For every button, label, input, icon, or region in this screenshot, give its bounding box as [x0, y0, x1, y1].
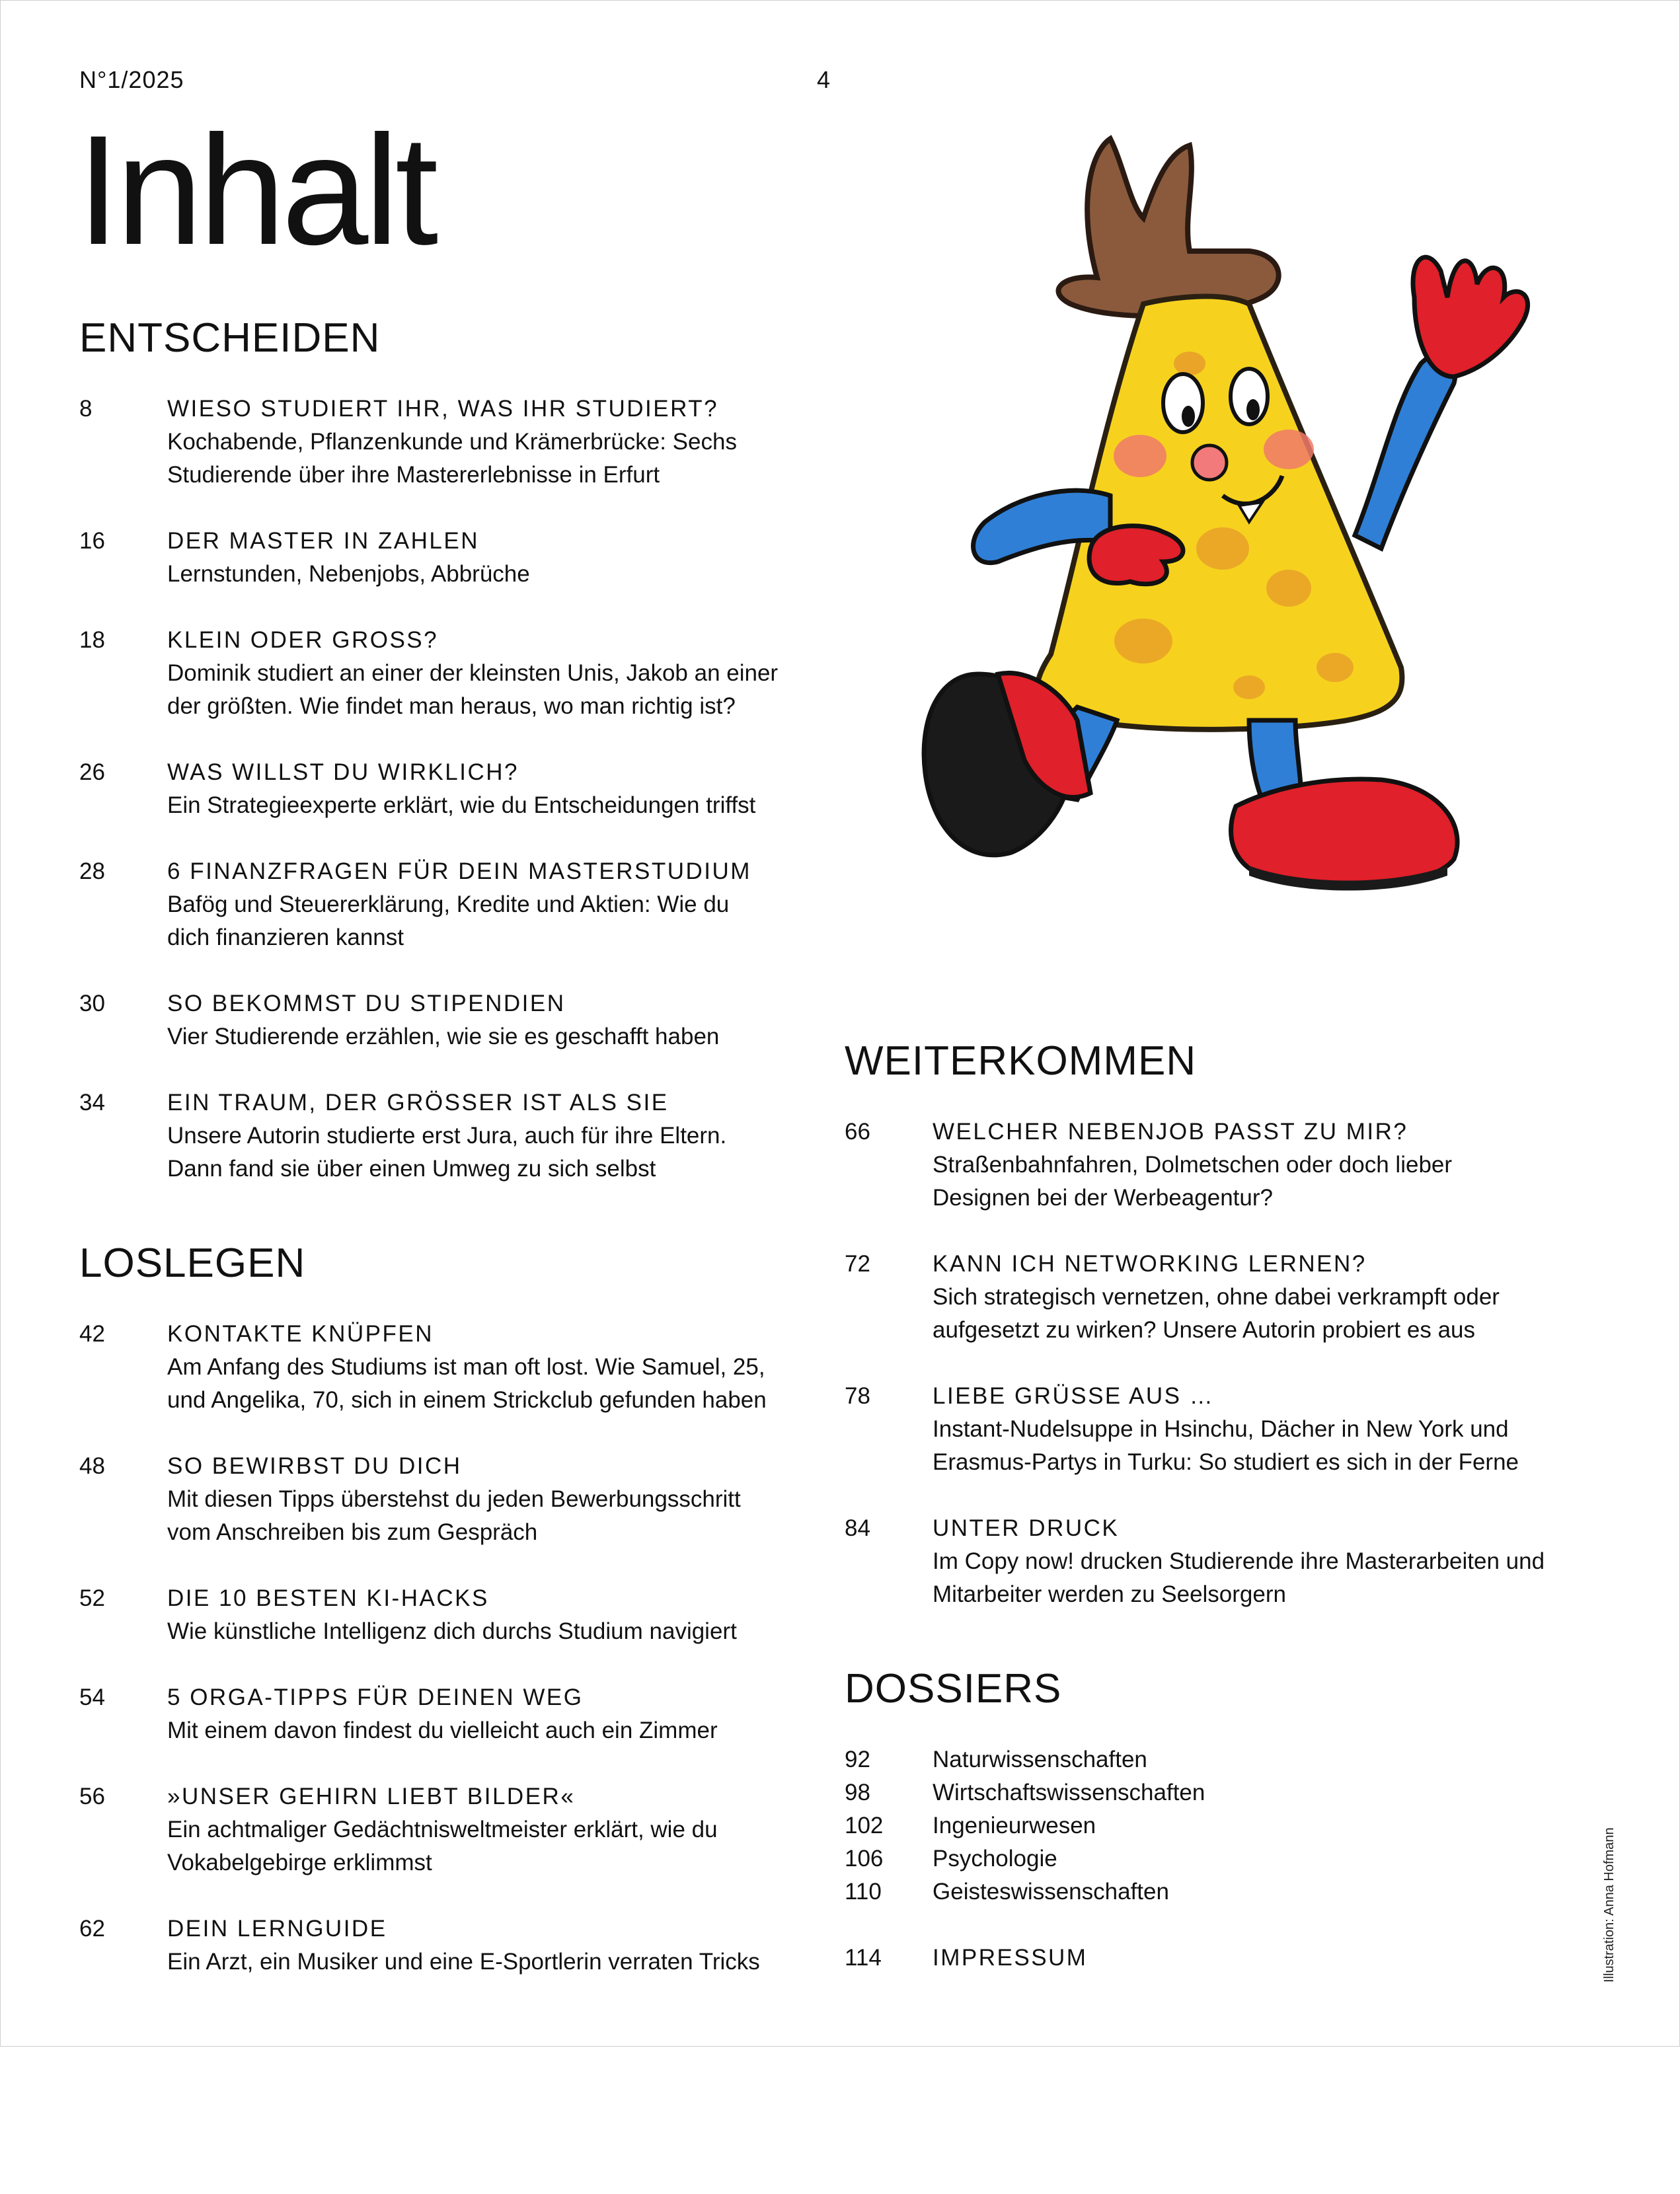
- impressum-label: IMPRESSUM: [933, 1945, 1088, 1971]
- dossier-item[interactable]: [845, 1842, 1618, 1875]
- entry-page: 72: [845, 1251, 870, 1277]
- entry-page: 62: [79, 1916, 105, 1942]
- cheese-mascot-icon: [879, 126, 1586, 952]
- entry-title: KANN ICH NETWORKING LERNEN?: [933, 1251, 1367, 1277]
- dossier-label: Naturwissenschaften: [933, 1747, 1147, 1773]
- dossier-item[interactable]: [845, 1776, 1618, 1809]
- entry-page: 56: [79, 1784, 105, 1810]
- entry-page: 28: [79, 858, 105, 885]
- entry-desc: Ein achtmaliger Gedächtnisweltmeister erklärt, wie du Vokabelgebirge erklimmst: [167, 1817, 718, 1876]
- entry-page: 18: [79, 627, 105, 654]
- dossier-label: Psychologie: [933, 1846, 1057, 1872]
- dossier-label: Ingenieurwesen: [933, 1813, 1096, 1839]
- toc-entry[interactable]: [79, 1582, 839, 1648]
- entry-page: 66: [845, 1119, 870, 1145]
- section-heading: LOSLEGEN: [79, 1240, 306, 1286]
- entry-page: 48: [79, 1453, 105, 1480]
- entry-page: 78: [845, 1383, 870, 1410]
- entry-desc: Vier Studierende erzählen, wie sie es geschafft haben: [167, 1024, 720, 1050]
- toc-entry[interactable]: [79, 1318, 839, 1417]
- entry-title: 6 FINANZFRAGEN FÜR DEIN MASTERSTUDIUM: [167, 858, 751, 885]
- toc-entry[interactable]: [845, 1380, 1618, 1479]
- entry-page: 92: [845, 1747, 870, 1773]
- impressum-entry[interactable]: [845, 1942, 1618, 1975]
- entry-title: 5 ORGA-TIPPS FÜR DEINEN WEG: [167, 1684, 584, 1711]
- entry-desc: Instant-Nudelsuppe in Hsinchu, Dächer in New York und Erasmus-Partys in Turku: So studiert es sich in der Ferne: [933, 1416, 1519, 1476]
- entry-title: UNTER DRUCK: [933, 1515, 1120, 1542]
- section-heading: ENTSCHEIDEN: [79, 315, 381, 361]
- entry-page: 8: [79, 396, 93, 422]
- toc-entry[interactable]: [79, 756, 839, 822]
- entry-desc: Mit einem davon findest du vielleicht auch ein Zimmer: [167, 1718, 718, 1744]
- toc-entry[interactable]: [79, 1450, 839, 1549]
- dossier-item[interactable]: [845, 1809, 1618, 1842]
- entry-title: EIN TRAUM, DER GRÖSSER IST ALS SIE: [167, 1090, 669, 1116]
- toc-entry[interactable]: [79, 525, 839, 591]
- section-loslegen: [79, 1241, 839, 2012]
- dossier-list: [845, 1743, 1618, 1909]
- entry-title: WAS WILLST DU WIRKLICH?: [167, 759, 519, 786]
- section-heading: DOSSIERS: [845, 1666, 1062, 1712]
- entry-desc: Ein Strategieexperte erklärt, wie du Entscheidungen triffst: [167, 792, 756, 819]
- entry-desc: Wie künstliche Intelligenz dich durchs Studium navigiert: [167, 1618, 737, 1645]
- illustration-credit: [1602, 1827, 1622, 2194]
- entry-page: 52: [79, 1585, 105, 1612]
- issue-number: N°1/2025: [79, 66, 184, 93]
- entry-desc: Sich strategisch vernetzen, ohne dabei verkrampft oder aufgesetzt zu wirken? Unsere Autorin probiert es aus: [933, 1284, 1500, 1343]
- entry-title: KONTAKTE KNÜPFEN: [167, 1321, 434, 1347]
- entry-title: SO BEWIRBST DU DICH: [167, 1453, 462, 1480]
- dossier-label: Wirtschaftswissenschaften: [933, 1780, 1205, 1806]
- entry-page: 106: [845, 1846, 884, 1872]
- entry-desc: Unsere Autorin studierte erst Jura, auch für ihre Eltern. Dann fand sie über einen Umweg zu sich selbst: [167, 1123, 727, 1182]
- entry-page: 30: [79, 991, 105, 1017]
- entry-desc: Lernstunden, Nebenjobs, Abbrüche: [167, 561, 530, 587]
- entry-page: 84: [845, 1515, 870, 1542]
- illustration-credit-text: Illustration: Anna Hofmann: [1602, 1827, 1617, 1983]
- entry-title: SO BEKOMMST DU STIPENDIEN: [167, 991, 566, 1017]
- entry-page: 114: [845, 1945, 882, 1971]
- toc-entry[interactable]: [79, 1681, 839, 1747]
- dossier-item[interactable]: [845, 1875, 1618, 1909]
- toc-entry[interactable]: [845, 1512, 1618, 1611]
- entry-desc: Am Anfang des Studiums ist man oft lost. Wie Samuel, 25, und Angelika, 70, sich in einem Strickclub gefunden haben: [167, 1354, 767, 1414]
- entry-desc: Dominik studiert an einer der kleinsten Unis, Jakob an einer der größten. Wie findet man heraus, wo man richtig ist?: [167, 660, 779, 720]
- section-heading: WEITERKOMMEN: [845, 1038, 1197, 1084]
- entry-page: 26: [79, 759, 105, 786]
- entry-title: »UNSER GEHIRN LIEBT BILDER«: [167, 1784, 576, 1810]
- entry-desc: Im Copy now! drucken Studierende ihre Masterarbeiten und Mitarbeiter werden zu Seelsorgern: [933, 1548, 1545, 1608]
- entry-title: DIE 10 BESTEN KI-HACKS: [167, 1585, 489, 1612]
- toc-entry[interactable]: [79, 393, 839, 492]
- section-weiterkommen: [845, 1039, 1618, 1644]
- entry-page: 110: [845, 1879, 882, 1905]
- page-title: Inhalt: [77, 103, 435, 278]
- toc-entry[interactable]: [845, 1116, 1618, 1215]
- entry-desc: Bafög und Steuererklärung, Kredite und Aktien: Wie du dich finanzieren kannst: [167, 891, 730, 951]
- entry-page: 34: [79, 1090, 105, 1116]
- entry-title: LIEBE GRÜSSE AUS …: [933, 1383, 1215, 1410]
- entry-page: 16: [79, 528, 105, 554]
- dossier-item[interactable]: [845, 1743, 1618, 1776]
- section-entscheiden: [79, 316, 839, 1219]
- entry-desc: Straßenbahnfahren, Dolmetschen oder doch lieber Designen bei der Werbeagentur?: [933, 1152, 1453, 1211]
- entry-page: 102: [845, 1813, 884, 1839]
- entry-title: WELCHER NEBENJOB PASST ZU MIR?: [933, 1119, 1408, 1145]
- toc-entry[interactable]: [845, 1248, 1618, 1347]
- page-number: 4: [817, 66, 831, 93]
- entry-page: 54: [79, 1684, 105, 1711]
- entry-desc: Kochabende, Pflanzenkunde und Krämerbrücke: Sechs Studierende über ihre Mastererlebnisse in Erfurt: [167, 429, 737, 488]
- toc-entry[interactable]: [79, 1912, 839, 1979]
- entry-desc: Ein Arzt, ein Musiker und eine E-Sportlerin verraten Tricks: [167, 1949, 760, 1975]
- toc-entry[interactable]: [79, 624, 839, 723]
- entry-title: KLEIN ODER GROSS?: [167, 627, 439, 654]
- entry-page: 42: [79, 1321, 105, 1347]
- toc-entry[interactable]: [79, 1086, 839, 1186]
- entry-title: WIESO STUDIERT IHR, WAS IHR STUDIERT?: [167, 396, 719, 422]
- dossier-label: Geisteswissenschaften: [933, 1879, 1169, 1905]
- entry-desc: Mit diesen Tipps überstehst du jeden Bewerbungsschritt vom Anschreiben bis zum Gespräch: [167, 1486, 741, 1546]
- entry-page: 98: [845, 1780, 870, 1806]
- toc-entry[interactable]: [79, 1780, 839, 1879]
- toc-entry[interactable]: [79, 855, 839, 954]
- toc-entry[interactable]: [79, 987, 839, 1053]
- entry-title: DEIN LERNGUIDE: [167, 1916, 387, 1942]
- section-dossiers: [845, 1667, 1618, 1975]
- entry-title: DER MASTER IN ZAHLEN: [167, 528, 479, 554]
